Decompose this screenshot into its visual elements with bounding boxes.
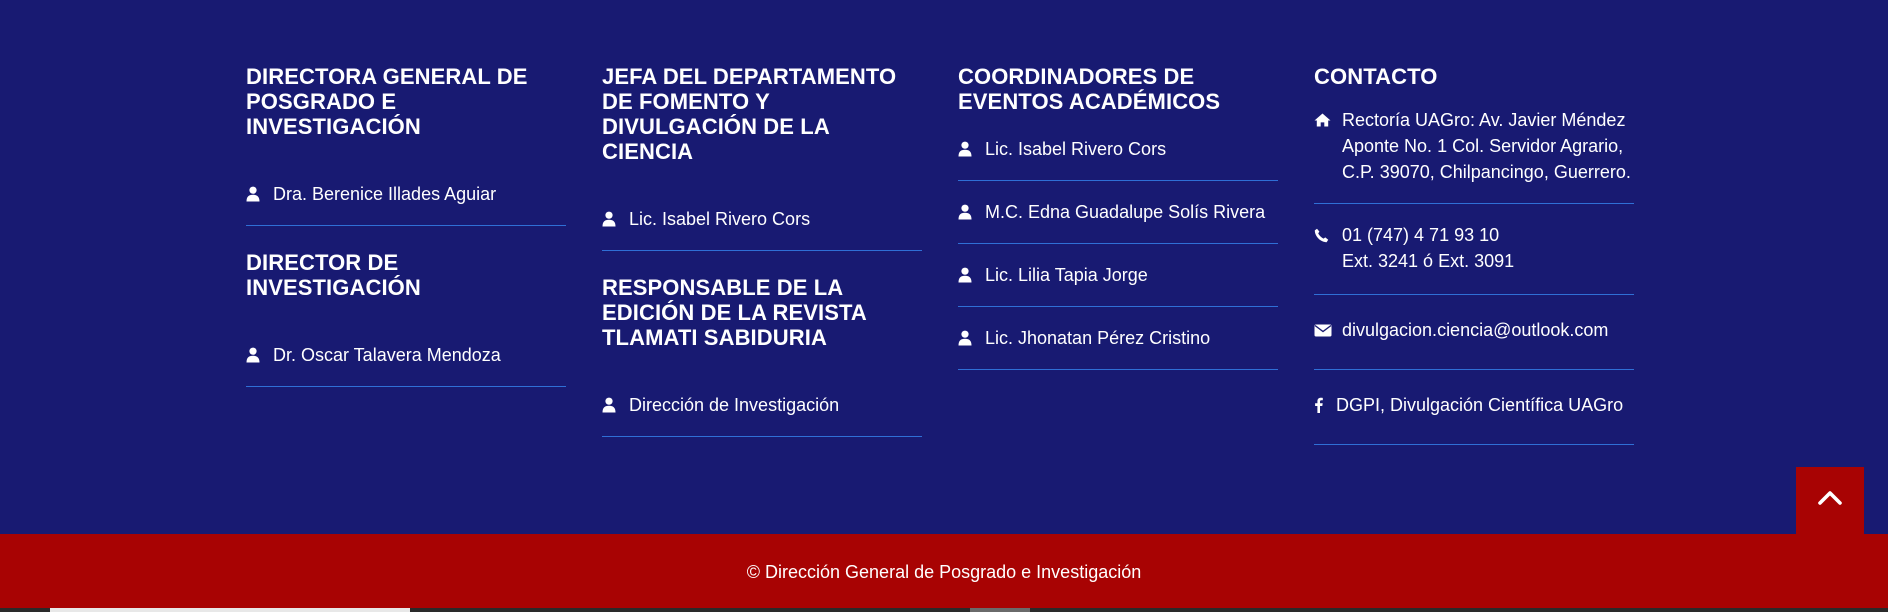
envelope-icon bbox=[1314, 317, 1342, 343]
address-line: Rectoría UAGro: Av. Javier Méndez bbox=[1342, 110, 1626, 130]
list-item bbox=[246, 163, 566, 226]
list-item bbox=[958, 181, 1278, 244]
person-name: Lic. Isabel Rivero Cors bbox=[985, 138, 1167, 159]
person-name: Dirección de Investigación bbox=[629, 394, 840, 415]
home-icon bbox=[1314, 107, 1342, 133]
scrollbar-thumb[interactable] bbox=[50, 608, 410, 612]
heading-jefa-departamento: JEFA DEL DEPARTAMENTO DE FOMENTO Y DIVULGACIÓN DE LA CIENCIA bbox=[602, 64, 897, 164]
person-name: Lic. Jhonatan Pérez Cristino bbox=[985, 327, 1211, 348]
user-icon bbox=[246, 347, 273, 363]
list-item bbox=[958, 244, 1278, 307]
address-line: C.P. 39070, Chilpancingo, Guerrero. bbox=[1342, 162, 1631, 182]
person-name: M.C. Edna Guadalupe Solís Rivera bbox=[985, 201, 1266, 222]
heading-contacto: CONTACTO bbox=[1314, 64, 1438, 89]
list-item bbox=[602, 374, 922, 437]
user-icon bbox=[958, 204, 985, 220]
heading-responsable-revista: RESPONSABLE DE LA EDICIÓN DE LA REVISTA TLAMATI SABIDURIA bbox=[602, 275, 867, 350]
user-icon bbox=[958, 141, 985, 157]
phone-icon bbox=[1314, 222, 1342, 248]
copyright-text: © Dirección General de Posgrado e Investigación bbox=[746, 561, 1142, 582]
list-item bbox=[246, 324, 566, 387]
back-to-top-button[interactable] bbox=[1796, 467, 1864, 534]
contact-facebook[interactable] bbox=[1314, 392, 1634, 445]
user-icon bbox=[246, 186, 273, 202]
person-name: Lic. Lilia Tapia Jorge bbox=[985, 264, 1148, 285]
scrollbar-marker bbox=[970, 608, 1030, 612]
phone-extensions: Ext. 3241 ó Ext. 3091 bbox=[1342, 251, 1515, 271]
list-item bbox=[958, 307, 1278, 370]
user-icon bbox=[602, 211, 629, 227]
list-item bbox=[958, 118, 1278, 181]
heading-directora-general: DIRECTORA GENERAL DE POSGRADO E INVESTIGACIÓN bbox=[246, 64, 528, 139]
address-text bbox=[1342, 107, 1631, 185]
person-name: Dr. Oscar Talavera Mendoza bbox=[273, 344, 501, 365]
phone-number: 01 (747) 4 71 93 10 bbox=[1342, 225, 1500, 245]
chevron-up-icon bbox=[1818, 490, 1842, 511]
user-icon bbox=[958, 330, 985, 346]
contact-phone bbox=[1314, 222, 1634, 295]
heading-coordinadores: COORDINADORES DE EVENTOS ACADÉMICOS bbox=[958, 64, 1221, 114]
phone-text bbox=[1342, 222, 1514, 274]
facebook-icon bbox=[1314, 392, 1336, 418]
column-contacto bbox=[1314, 64, 1634, 445]
user-icon bbox=[602, 397, 629, 413]
person-name: Dra. Berenice Illades Aguiar bbox=[273, 183, 497, 204]
contact-email[interactable] bbox=[1314, 317, 1634, 370]
heading-director-investigacion: DIRECTOR DE INVESTIGACIÓN bbox=[246, 250, 421, 300]
person-name: Lic. Isabel Rivero Cors bbox=[629, 208, 811, 229]
copyright-bar bbox=[0, 534, 1888, 610]
column-coordinadores bbox=[958, 64, 1278, 370]
column-directors bbox=[246, 64, 566, 387]
column-fomento bbox=[602, 64, 922, 437]
email-link[interactable]: divulgacion.ciencia@outlook.com bbox=[1342, 320, 1609, 340]
list-item bbox=[602, 188, 922, 251]
contact-address bbox=[1314, 107, 1634, 204]
facebook-link[interactable]: DGPI, Divulgación Científica UAGro bbox=[1336, 395, 1624, 415]
user-icon bbox=[958, 267, 985, 283]
address-line: Aponte No. 1 Col. Servidor Agrario, bbox=[1342, 136, 1624, 156]
